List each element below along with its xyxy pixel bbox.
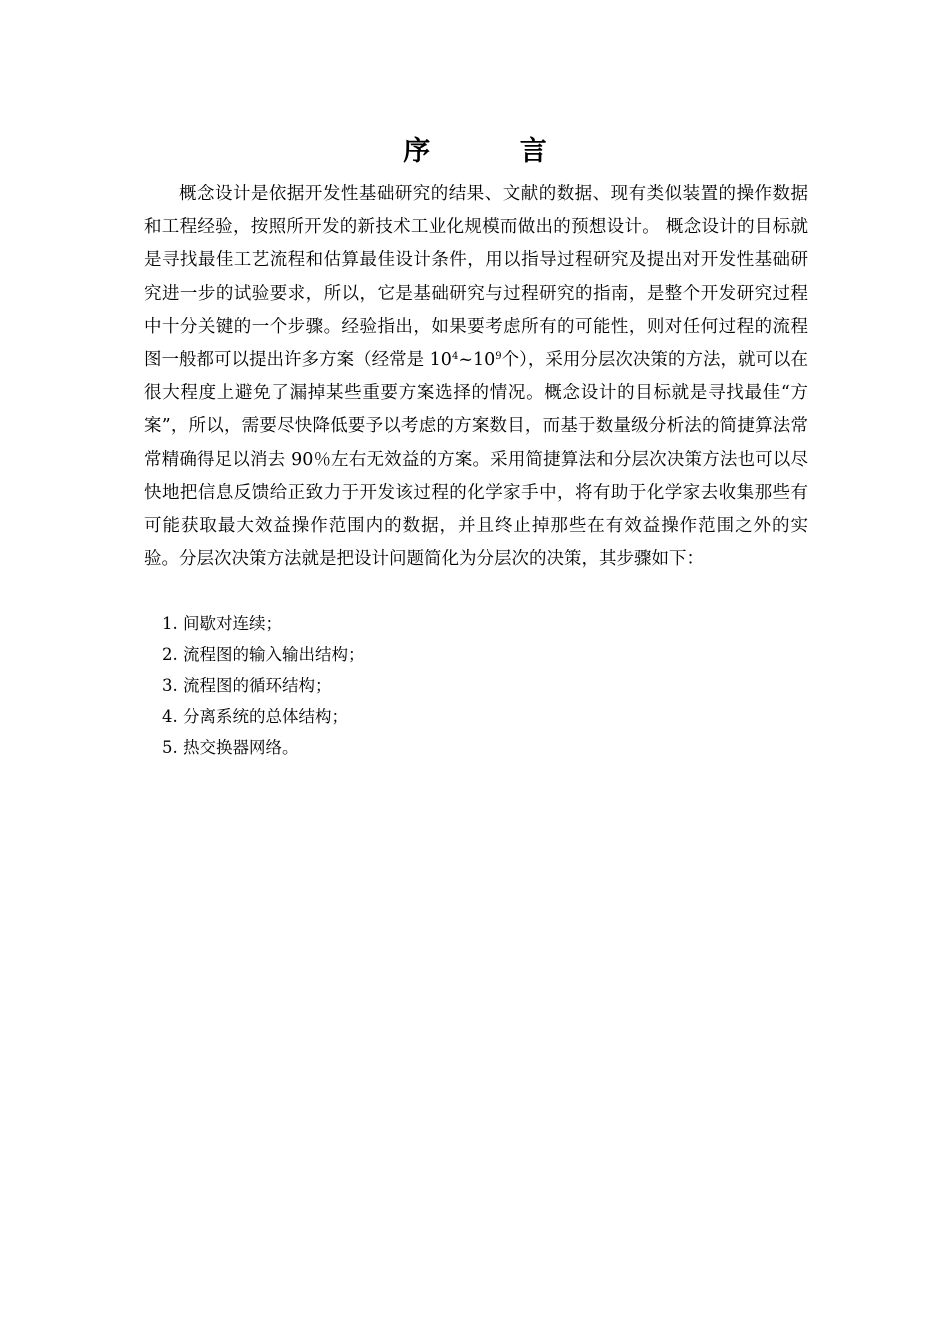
page-title: 序 言 bbox=[403, 136, 587, 168]
paragraph-text-part-3: 个），采用分层次决策的方法，就可以在很大程度上避免了漏掉某些重要方案选择的情况。概念设计的目标就是寻找最佳“方案”，所以，需要尽快降低要予以考虑的方案数目，而基于数量级分析法的简捷算法常常精确得足以消去 90％左右无效益的方案。采用简捷算法和分层次决策方法也可以尽快地把信息反馈给正致力于开发该过程的化学家手中，将有助于化学家去收集那些有可能获取最大效益操作范围内的数据，并且终止掉那些在有效益操作范围之外的实验。分层次决策方法就是把设计问题简化为分层次的决策，其步骤如下： bbox=[144, 350, 808, 570]
step-item-5: 5. 热交换器网络。 bbox=[162, 738, 299, 757]
step-item-3: 3. 流程图的循环结构； bbox=[162, 676, 332, 695]
body-paragraph bbox=[144, 178, 808, 576]
paragraph-text-part-2: ~10 bbox=[458, 350, 496, 371]
exponent-9: 9 bbox=[495, 351, 502, 363]
step-item-4: 4. 分离系统的总体结构； bbox=[162, 707, 348, 726]
exponent-4: 4 bbox=[451, 351, 459, 363]
step-item-2: 2. 流程图的输入输出结构； bbox=[162, 645, 365, 664]
steps-list bbox=[162, 608, 365, 763]
paragraph-text-part-1: 概念设计是依据开发性基础研究的结果、文献的数据、现有类似装置的操作数据和工程经验，按照所开发的新技术工业化规模而做出的预想设计。 概念设计的目标就是寻找最佳工艺流程和估算最佳设计条件，用以指导过程研究及提出对开发性基础研究进一步的试验要求，所以，它是基础研究与过程研究的指南，是整个开发研究过程中十分关键的一个步骤。经验指出，如果要考虑所有的可能性，则对任何过程的流程图一般都可以提出许多方案（经常是 10 bbox=[144, 184, 808, 371]
step-item-1: 1. 间歇对连续； bbox=[162, 614, 282, 633]
